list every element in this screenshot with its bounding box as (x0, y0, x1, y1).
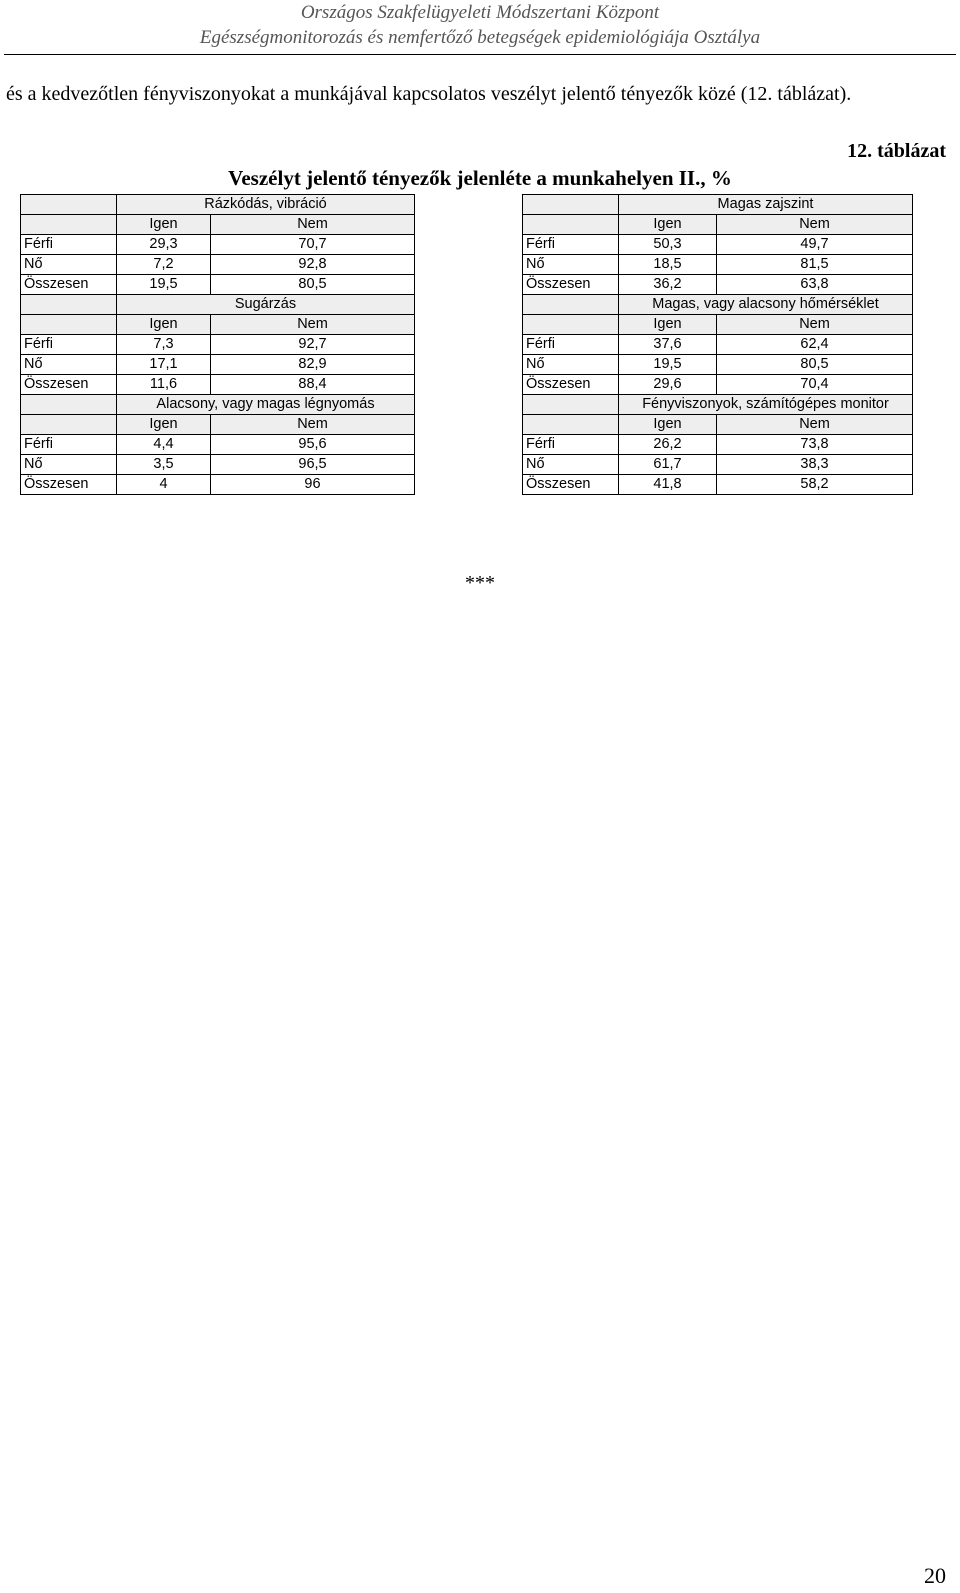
table-cell (523, 295, 619, 315)
column-header-nem: Nem (717, 315, 913, 335)
table-cell (21, 395, 117, 415)
table-cell (21, 315, 117, 335)
row-label: Nő (21, 355, 117, 375)
row-label: Összesen (21, 475, 117, 495)
column-header-row (21, 315, 415, 335)
value-nem: 92,7 (211, 335, 415, 355)
row-label: Férfi (523, 435, 619, 455)
table-row (523, 255, 913, 275)
value-igen: 41,8 (619, 475, 717, 495)
value-igen: 3,5 (117, 455, 211, 475)
section-separator: *** (465, 572, 495, 594)
table-cell (21, 215, 117, 235)
value-igen: 36,2 (619, 275, 717, 295)
column-header-nem: Nem (717, 415, 913, 435)
column-header-igen: Igen (117, 415, 211, 435)
column-header-nem: Nem (211, 215, 415, 235)
table-row (21, 235, 415, 255)
section-title: Fényviszonyok, számítógépes monitor (619, 395, 913, 415)
section-title-row (523, 295, 913, 315)
column-header-row (523, 415, 913, 435)
table-row (523, 275, 913, 295)
column-header-igen: Igen (619, 315, 717, 335)
row-label: Férfi (21, 235, 117, 255)
value-nem: 88,4 (211, 375, 415, 395)
value-igen: 26,2 (619, 435, 717, 455)
value-igen: 29,6 (619, 375, 717, 395)
value-nem: 58,2 (717, 475, 913, 495)
row-label: Nő (523, 355, 619, 375)
column-header-row (523, 215, 913, 235)
body-paragraph: és a kedvezőtlen fényviszonyokat a munkájával kapcsolatos veszélyt jelentő tényezők közé (12. táblázat). (6, 83, 852, 105)
section-title: Rázkódás, vibráció (117, 195, 415, 215)
value-nem: 82,9 (211, 355, 415, 375)
table-row (523, 355, 913, 375)
value-igen: 50,3 (619, 235, 717, 255)
column-header-igen: Igen (117, 315, 211, 335)
table-row (523, 455, 913, 475)
row-label: Összesen (21, 375, 117, 395)
table-row (21, 455, 415, 475)
section-title: Sugárzás (117, 295, 415, 315)
right-table (522, 194, 913, 495)
row-label: Összesen (523, 275, 619, 295)
table-number: 12. táblázat (847, 140, 946, 162)
table-row (523, 475, 913, 495)
table-title: Veszélyt jelentő tényezők jelenléte a munkahelyen II., % (228, 166, 732, 190)
table-cell (523, 315, 619, 335)
header-divider (4, 54, 956, 55)
value-nem: 70,7 (211, 235, 415, 255)
column-header-igen: Igen (619, 415, 717, 435)
value-nem: 73,8 (717, 435, 913, 455)
value-nem: 80,5 (211, 275, 415, 295)
column-header-row (21, 215, 415, 235)
section-title-row (523, 395, 913, 415)
column-header-row (523, 315, 913, 335)
value-igen: 7,2 (117, 255, 211, 275)
table-row (21, 275, 415, 295)
table-cell (21, 295, 117, 315)
table-cell (523, 215, 619, 235)
table-row (21, 375, 415, 395)
table-row (523, 235, 913, 255)
column-header-nem: Nem (717, 215, 913, 235)
row-label: Férfi (21, 335, 117, 355)
section-title-row (21, 195, 415, 215)
value-nem: 62,4 (717, 335, 913, 355)
value-igen: 17,1 (117, 355, 211, 375)
value-nem: 70,4 (717, 375, 913, 395)
value-igen: 19,5 (117, 275, 211, 295)
section-title-row (21, 395, 415, 415)
value-igen: 4,4 (117, 435, 211, 455)
table-cell (21, 415, 117, 435)
value-nem: 81,5 (717, 255, 913, 275)
table-row (523, 375, 913, 395)
row-label: Nő (21, 255, 117, 275)
row-label: Férfi (523, 335, 619, 355)
table-row (21, 335, 415, 355)
row-label: Nő (523, 255, 619, 275)
table-cell (523, 395, 619, 415)
value-nem: 63,8 (717, 275, 913, 295)
table-row (21, 435, 415, 455)
section-title: Magas, vagy alacsony hőmérséklet (619, 295, 913, 315)
section-title: Alacsony, vagy magas légnyomás (117, 395, 415, 415)
value-igen: 19,5 (619, 355, 717, 375)
column-header-igen: Igen (117, 215, 211, 235)
value-igen: 61,7 (619, 455, 717, 475)
table-cell (523, 415, 619, 435)
page-header (0, 0, 960, 54)
header-institution: Országos Szakfelügyeleti Módszertani Központ (300, 2, 660, 23)
table-cell (523, 195, 619, 215)
column-header-row (21, 415, 415, 435)
left-table (20, 194, 415, 495)
value-nem: 49,7 (717, 235, 913, 255)
column-header-nem: Nem (211, 315, 415, 335)
row-label: Nő (523, 455, 619, 475)
value-igen: 7,3 (117, 335, 211, 355)
section-title-row (523, 195, 913, 215)
row-label: Férfi (21, 435, 117, 455)
table-row (21, 355, 415, 375)
table-row (21, 475, 415, 495)
value-igen: 4 (117, 475, 211, 495)
value-nem: 95,6 (211, 435, 415, 455)
value-igen: 11,6 (117, 375, 211, 395)
value-nem: 96 (211, 475, 415, 495)
row-label: Nő (21, 455, 117, 475)
section-title: Magas zajszint (619, 195, 913, 215)
table-cell (21, 195, 117, 215)
table-row (523, 435, 913, 455)
value-nem: 38,3 (717, 455, 913, 475)
column-header-igen: Igen (619, 215, 717, 235)
section-title-row (21, 295, 415, 315)
row-label: Férfi (523, 235, 619, 255)
table-row (523, 335, 913, 355)
value-nem: 80,5 (717, 355, 913, 375)
column-header-nem: Nem (211, 415, 415, 435)
value-nem: 92,8 (211, 255, 415, 275)
page-number: 20 (924, 1563, 946, 1588)
value-nem: 96,5 (211, 455, 415, 475)
table-row (21, 255, 415, 275)
value-igen: 29,3 (117, 235, 211, 255)
row-label: Összesen (523, 475, 619, 495)
header-department: Egészségmonitorozás és nemfertőző betegségek epidemiológiája Osztálya (199, 27, 761, 48)
value-igen: 37,6 (619, 335, 717, 355)
value-igen: 18,5 (619, 255, 717, 275)
row-label: Összesen (21, 275, 117, 295)
row-label: Összesen (523, 375, 619, 395)
